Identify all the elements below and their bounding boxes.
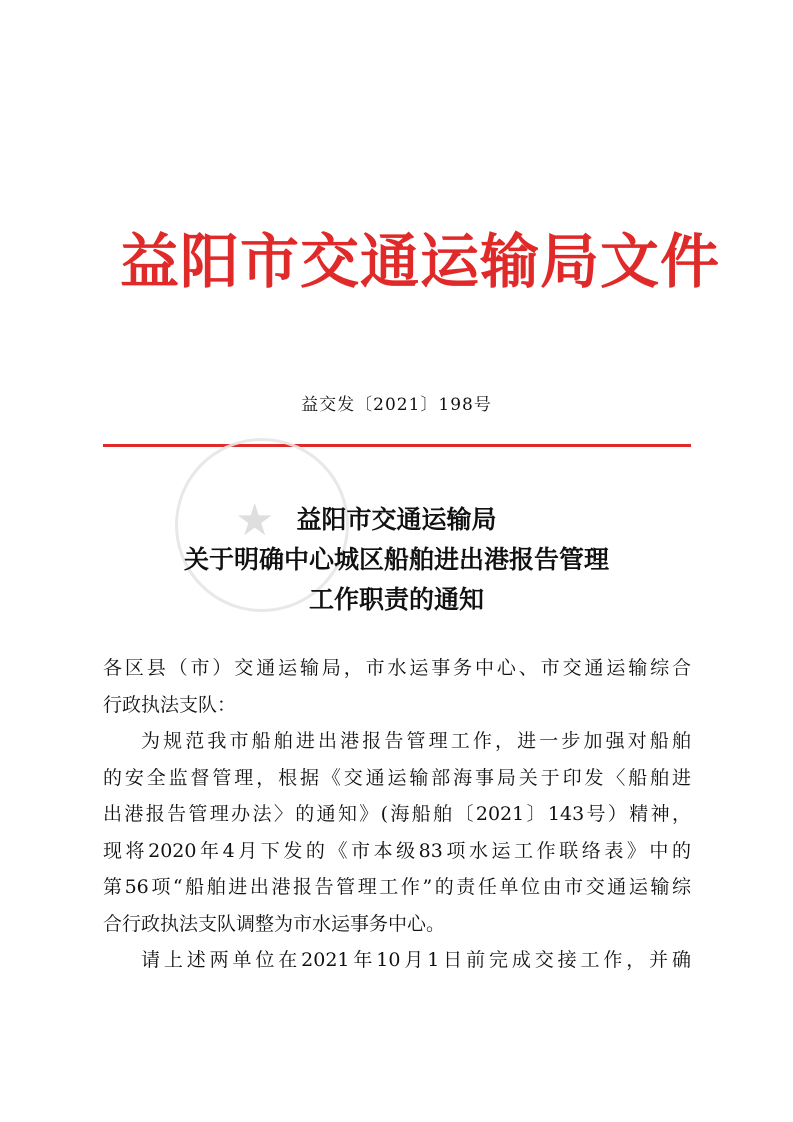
paragraph-1-line-3: 出港报告管理办法〉的通知》(海船舶〔2021〕143号）精神，	[103, 803, 691, 825]
addressee-line-2: 行政执法支队：	[103, 693, 237, 716]
notice-title-line-1: 益阳市交通运输局	[296, 505, 497, 534]
seal-star-icon: ★	[235, 495, 275, 546]
paragraph-1	[103, 723, 691, 942]
paragraph-1-line-1: 为规范我市船舶进出港报告管理工作，进一步加强对船舶	[141, 730, 691, 752]
paragraph-2-line-1: 请上述两单位在2021年10月1日前完成交接工作，并确	[141, 949, 691, 971]
addressee-line-1: 各区县（市）交通运输局，市水运事务中心、市交通运输综合	[103, 657, 691, 679]
notice-title-line-3: 工作职责的通知	[308, 585, 484, 614]
bleed-through-line	[130, 170, 690, 186]
addressee	[103, 650, 691, 723]
notice-title	[0, 500, 793, 620]
paragraph-2	[103, 942, 691, 979]
document-number: 益交发〔2021〕198号	[301, 395, 492, 415]
notice-body	[103, 650, 691, 979]
bleed-through-line	[130, 128, 690, 144]
paragraph-1-line-5: 第56项“船舶进出港报告管理工作”的责任单位由市交通运输综	[103, 876, 691, 898]
paragraph-1-line-2: 的安全监督管理，根据《交通运输部海事局关于印发〈船舶进	[103, 766, 691, 789]
red-divider-line	[103, 444, 691, 447]
paragraph-1-line-6: 合行政执法支队调整为市水运事务中心。	[103, 912, 446, 935]
document-header-title: 益阳市交通运输局文件	[120, 227, 721, 296]
paragraph-1-line-4: 现将2020年4月下发的《市本级83项水运工作联络表》中的	[103, 839, 691, 862]
notice-title-line-2: 关于明确中心城区船舶进出港报告管理	[183, 545, 609, 574]
